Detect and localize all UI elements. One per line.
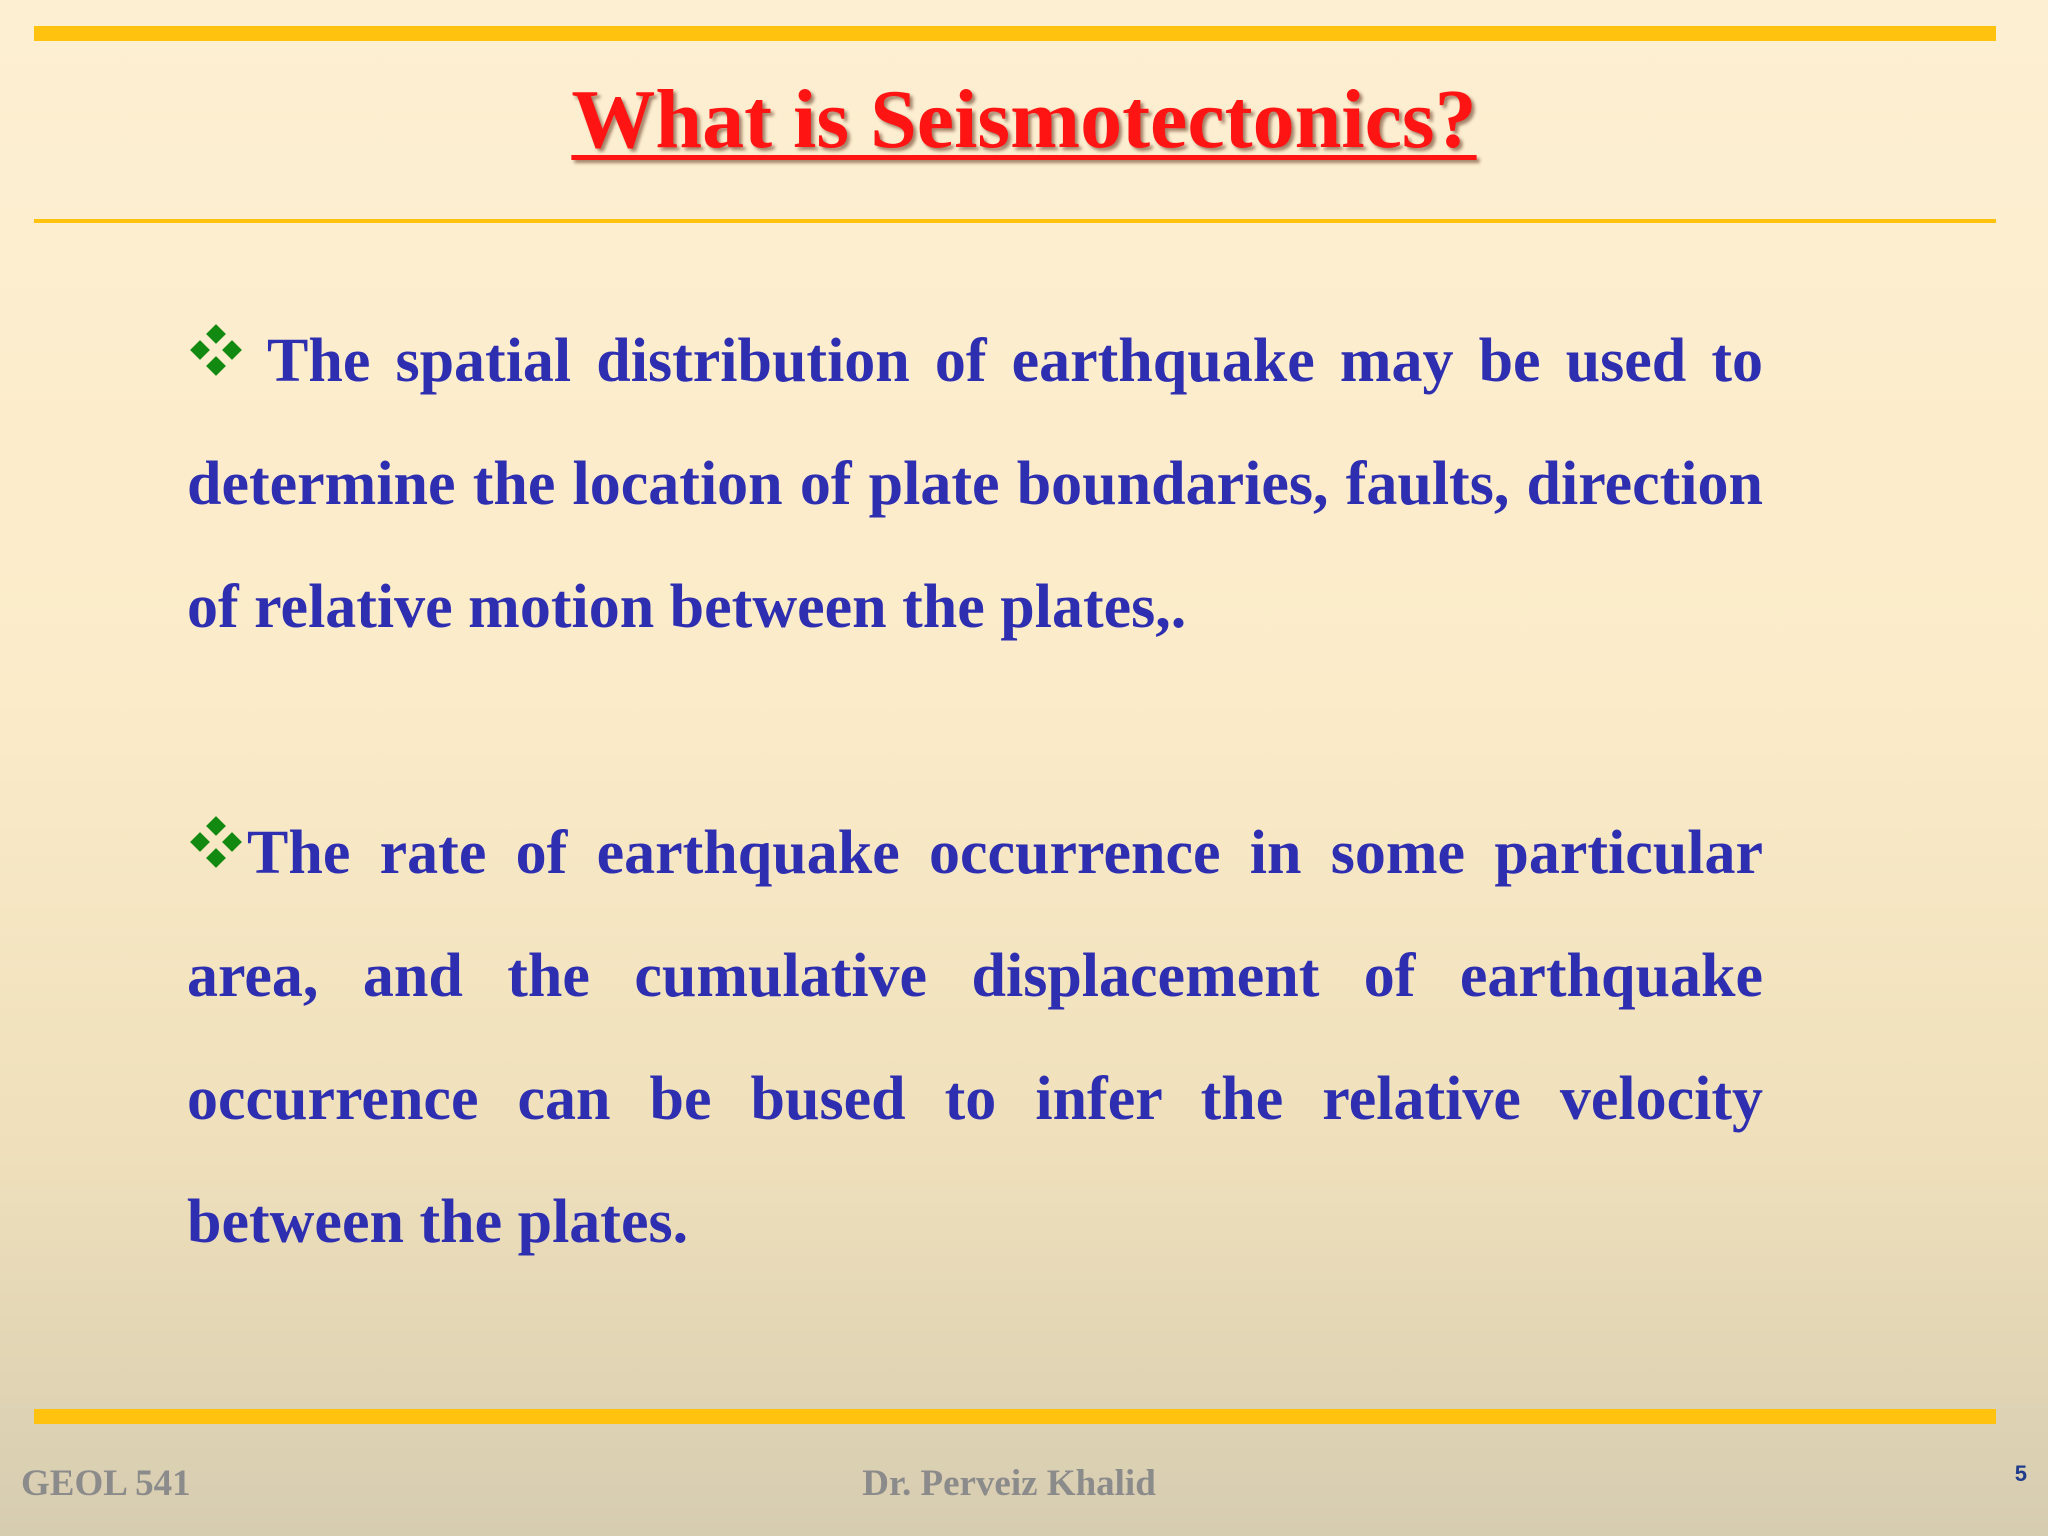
bullet-item-2 [187, 792, 1763, 1284]
diamond-bullet-icon [187, 817, 245, 875]
top-rule [34, 26, 1996, 41]
slide-title-text: What is Seismotectonics? [571, 73, 1477, 166]
footer-course: GEOL 541 [21, 1463, 191, 1504]
bullet-text-2: The rate of earthquake occurrence in some particular area, and the cumulative displacement of earthquake occurrence can be bused to infer the relative velocity between the plates. [187, 819, 1763, 1256]
diamond-bullet-icon [187, 325, 245, 383]
footer-author: Dr. Perveiz Khalid [862, 1463, 1156, 1504]
bullet-text-1: The spatial distribution of earthquake may be used to determine the location of plate boundaries, faults, direction of relative motion between the plates,. [187, 327, 1763, 641]
bottom-rule [34, 1409, 1996, 1424]
page-number: 5 [2014, 1461, 2027, 1486]
bullet-item-1 [187, 300, 1763, 669]
title-divider [34, 219, 1996, 223]
slide-title [0, 74, 2048, 166]
